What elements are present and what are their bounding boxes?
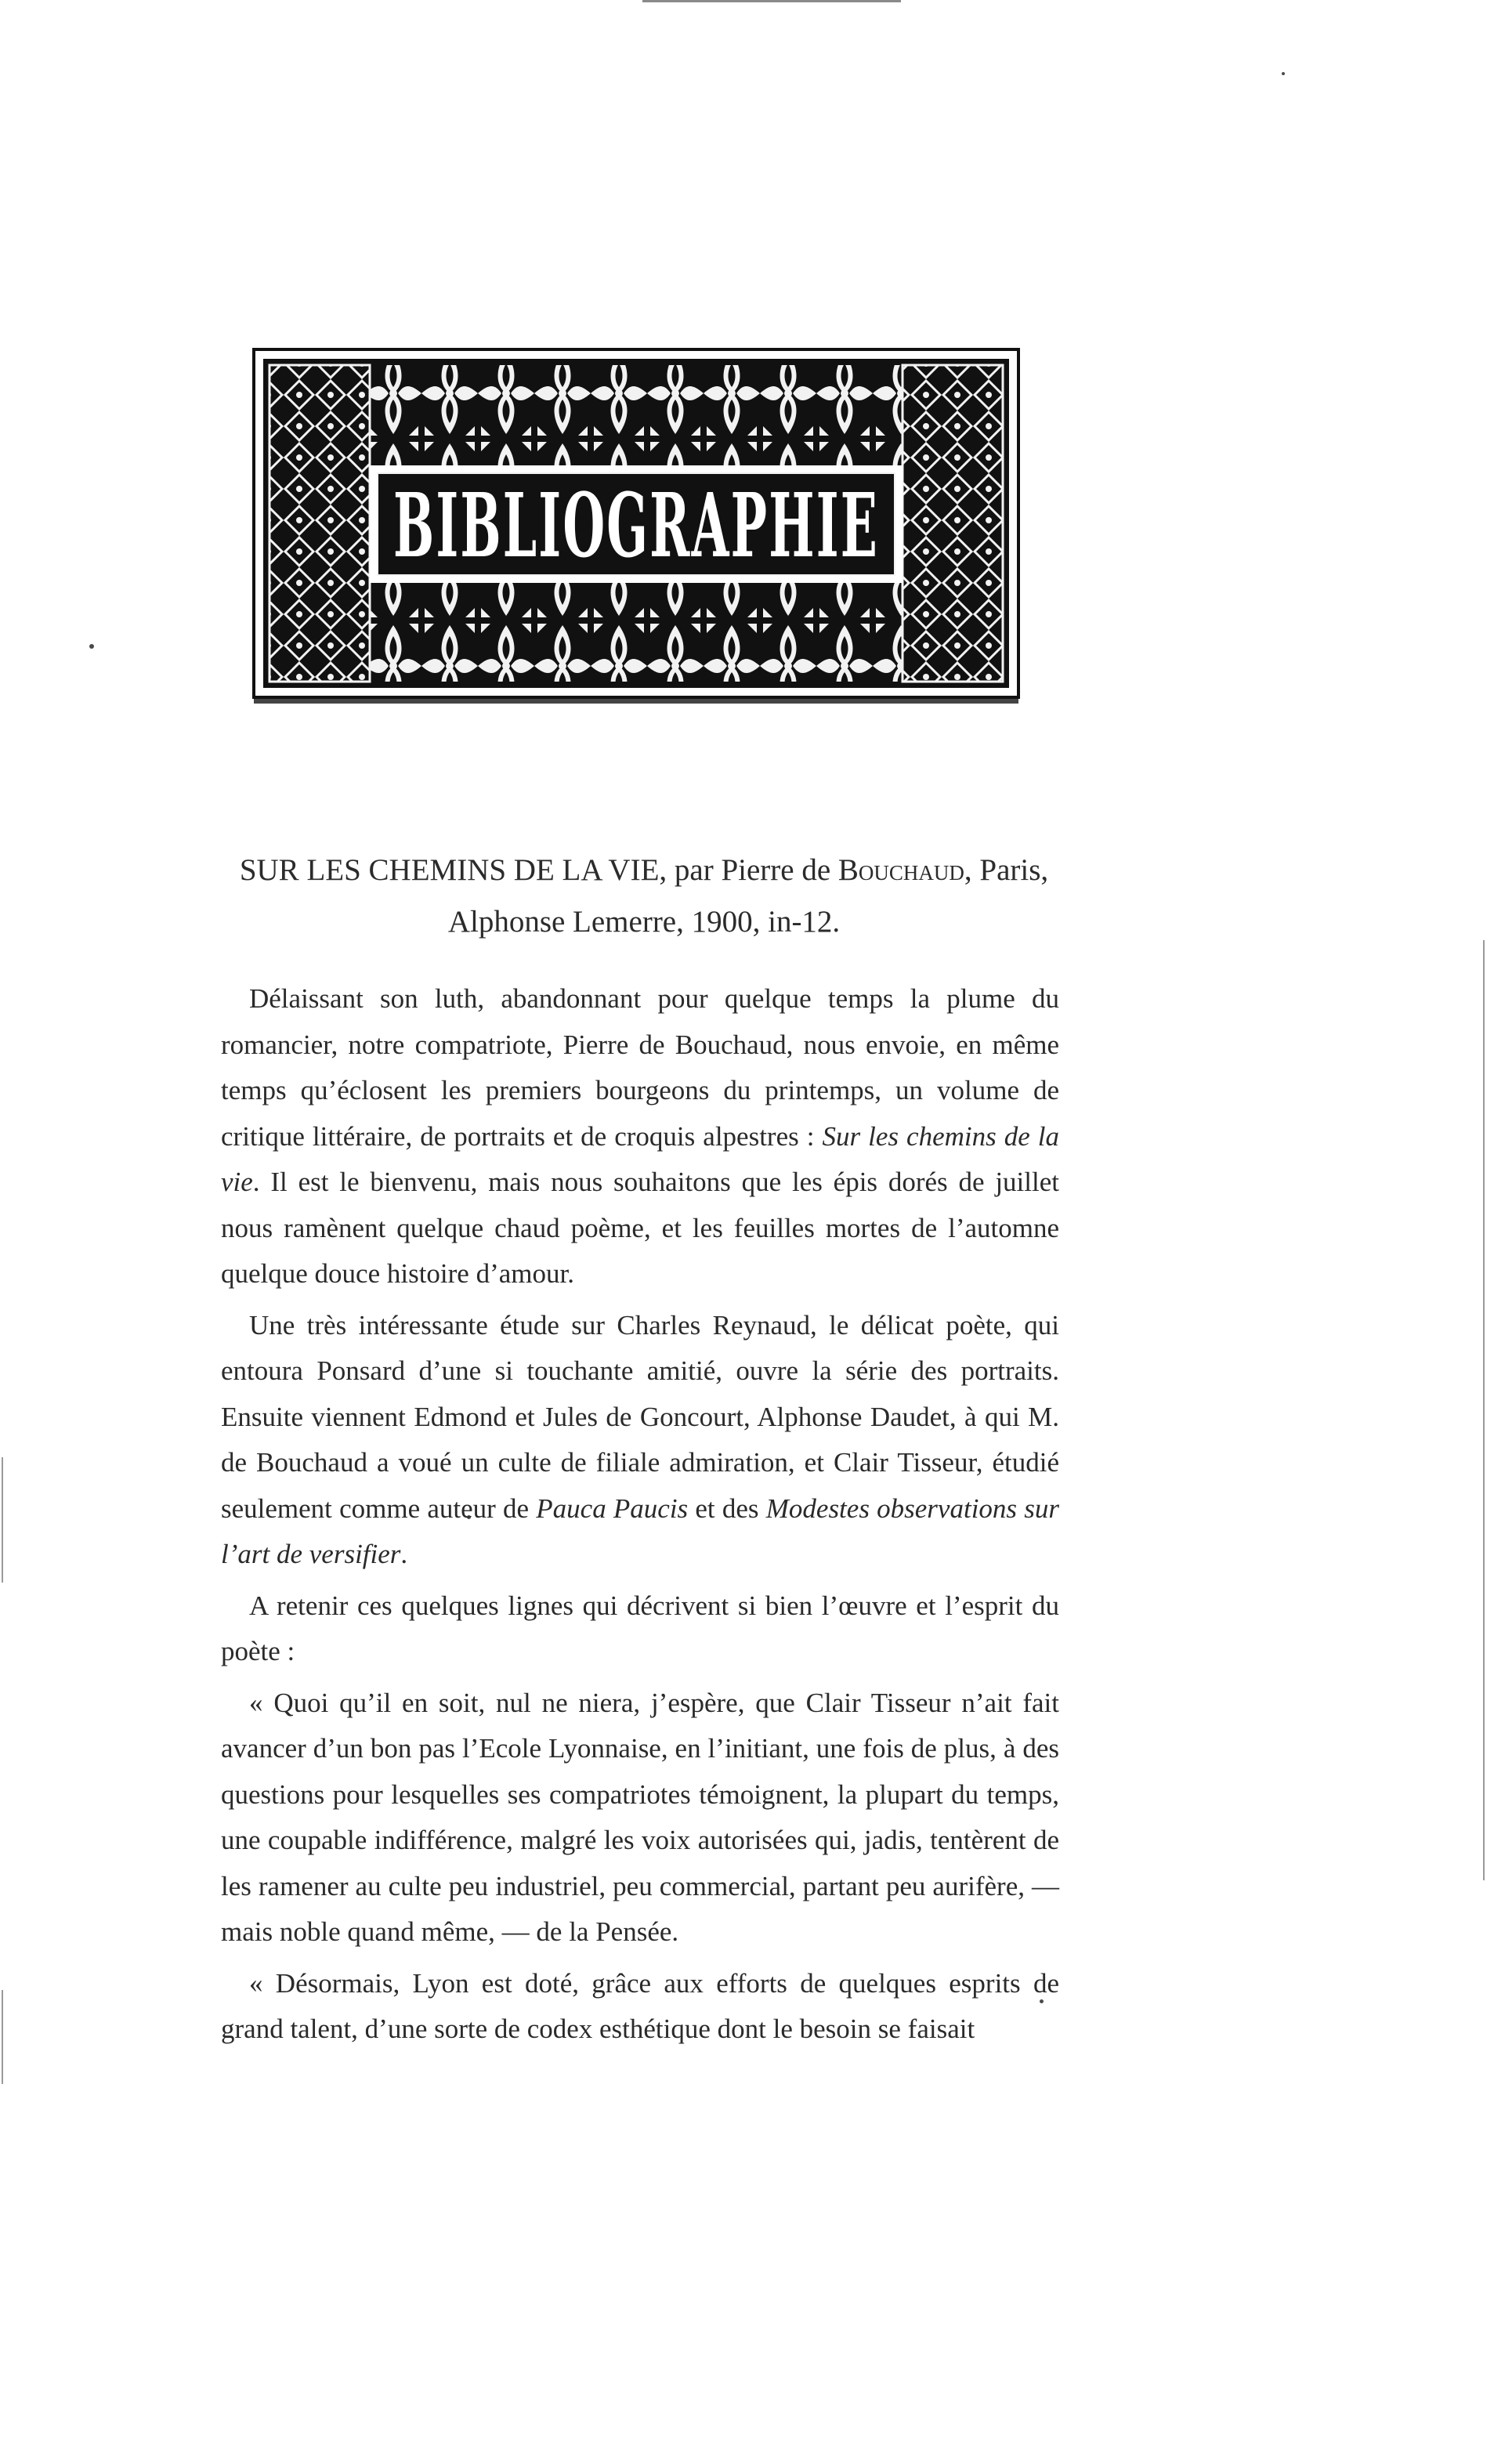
paragraph	[221, 976, 1059, 1297]
paragraph-text: . Il est le bienvenu, mais nous souhaitons que les épis dorés de juillet nous ramènent quelque chaud poème, et les feuilles mortes de l’automne quelque douce histoire d’amour.	[221, 1167, 1059, 1289]
book-heading	[212, 845, 1076, 948]
paragraph-text: et des	[688, 1493, 766, 1524]
left-edge-line-2	[2, 1990, 3, 2084]
heading-city: , Paris,	[964, 853, 1049, 887]
book-title: SUR LES CHEMINS DE LA VIE	[239, 853, 660, 887]
speck	[1282, 72, 1285, 75]
paragraph	[221, 1303, 1059, 1578]
paragraph-text: « Quoi qu’il en soit, nul ne niera, j’espère, que Clair Tisseur n’ait fait avancer d’un bon pas l’Ecole Lyonnaise, en l’initiant, une fois de plus, à des questions pour lesquelles ses compatriotes témoignent, la plupart du temps, une coupable indifférence, malgré les voix autorisées qui, jadis, tentèrent de les ramener au culte peu industriel, peu commercial, partant peu aurifère, — mais noble quand même, — de la Pensée.	[221, 1687, 1059, 1947]
top-rule	[642, 0, 901, 2]
paragraph-text: « Désormais, Lyon est doté, grâce aux efforts de quelques esprits de grand talent, d’une sorte de codex esthétique dont le besoin se faisait	[221, 1967, 1059, 2044]
paragraph	[221, 1583, 1059, 1675]
paragraph	[221, 1681, 1059, 1956]
paragraph-text: .	[400, 1539, 408, 1569]
heading-by: , par Pierre de	[659, 853, 838, 887]
left-edge-line	[2, 1457, 3, 1583]
paragraph-text: A retenir ces quelques lignes qui décrivent si bien l’œuvre et l’esprit du poète :	[221, 1590, 1059, 1666]
italic-title: Modestes observations sur l’art de versifier	[221, 1493, 1059, 1569]
banner-title: BIBLIOGRAPHIE	[393, 475, 879, 577]
review-body	[221, 976, 1059, 2058]
speck	[89, 644, 94, 649]
author-name: Bouchaud	[837, 853, 964, 887]
ornamental-frame	[252, 348, 1020, 708]
paragraph-text: Délaissant son luth, abandonnant pour quelque temps la plume du romancier, notre compatriote, Pierre de Bouchaud, nous envoie, en même temps qu’éclosent les premiers bourgeons du printemps, un volume de critique littéraire, de portraits et de croquis alpestres :	[221, 983, 1059, 1152]
paragraph	[221, 1961, 1059, 2053]
right-edge-line	[1483, 940, 1485, 1880]
italic-title: Sur les chemins de la vie	[221, 1120, 1060, 1197]
paragraph-text: Une très intéressante étude sur Charles Reynaud, le délicat poète, qui entoura Ponsard d’une si touchante amitié, ouvre la série des portraits. Ensuite viennent Edmond et Jules de Goncourt, Alphonse Daudet, à qui M. de Bouchaud a voué un culte de filiale admiration, et Clair Tisseur, étudié seulement comme auteur de	[221, 1309, 1059, 1524]
bibliographie-banner	[252, 348, 1020, 708]
publisher-line: Alphonse Lemerre, 1900, in-12.	[447, 905, 841, 939]
italic-title: Pauca Paucis	[536, 1493, 689, 1524]
